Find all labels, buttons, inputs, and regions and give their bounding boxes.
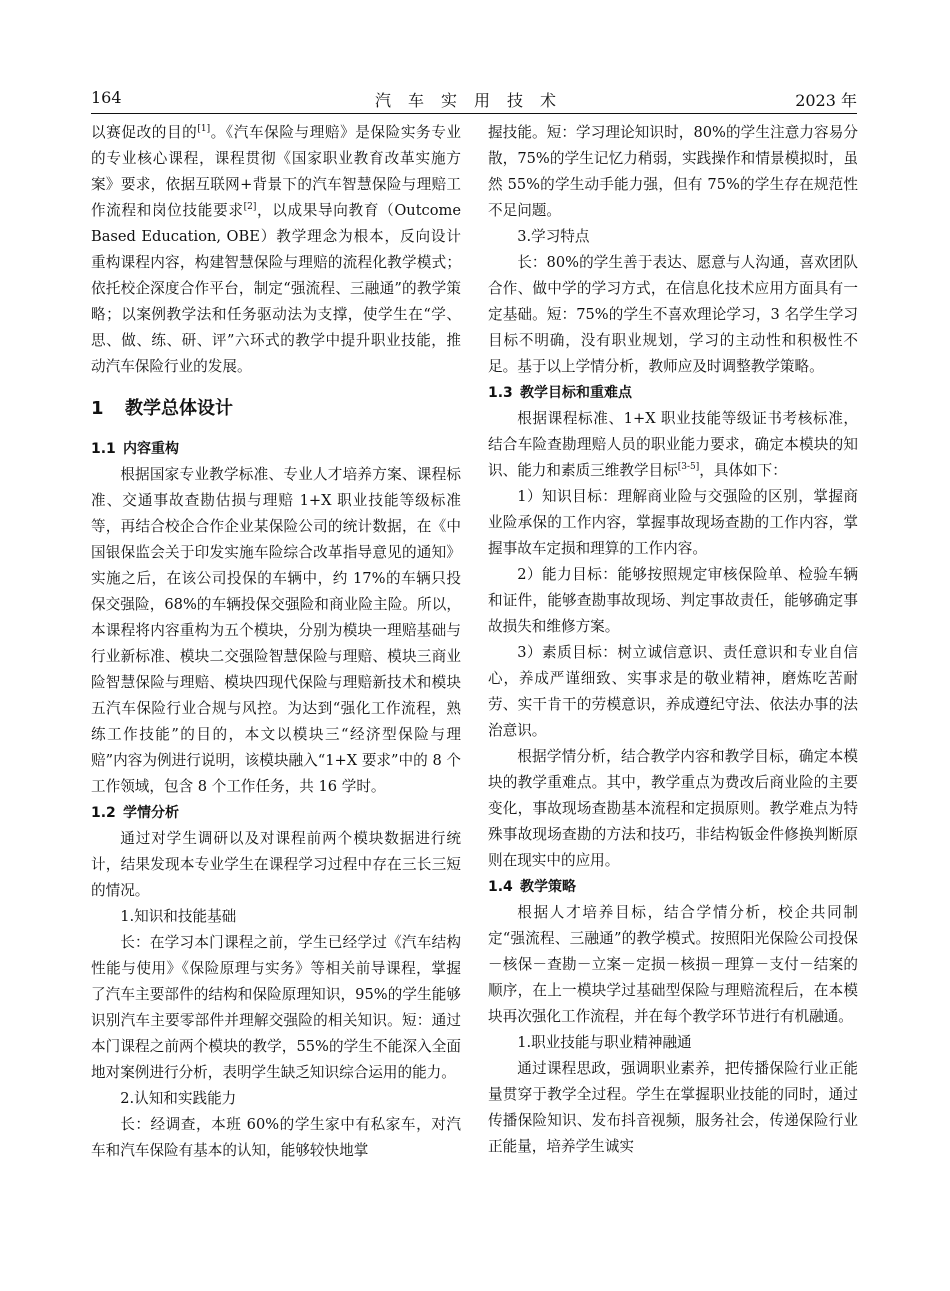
section-1-2-paragraph: 通过对学生调研以及对课程前两个模块数据进行统计，结果发现本专业学生在课程学习过程中存在三长三短的情况。	[91, 830, 461, 899]
intro-paragraph	[91, 120, 461, 380]
page-number: 164	[91, 88, 122, 107]
section-1-3-number: 1.3	[488, 385, 513, 401]
section-1-1-number: 1.1	[91, 441, 116, 457]
section-1-3-text-a: 根据课程标准、1+X 职业技能等级证书考核标准，结合车险查勘理赔人员的职业能力要求，确定本模块的知识、能力和素质三维教学目标	[488, 410, 858, 479]
subheading-skill-spirit: 1.职业技能与职业精神融通	[517, 1034, 692, 1051]
key-difficult-points-paragraph: 根据学情分析，结合教学内容和教学目标，确定本模块的教学重难点。其中，教学重点为费改后商业险的主要变化，事故现场查勘基本流程和定损原则。教学难点为特殊事故现场查勘的方法和技巧，非结构钣金件修换判断原则在现实中的应用。	[488, 748, 858, 869]
goal-knowledge: 1）知识目标：理解商业险与交强险的区别，掌握商业险承保的工作内容，掌握事故现场查勘的工作内容，掌握事故车定损和理算的工作内容。	[488, 488, 858, 557]
left-column	[91, 120, 461, 1164]
journal-title: 汽车实用技术	[374, 91, 573, 110]
citation-3-5: [3-5]	[677, 462, 700, 473]
intro-text-b: 。《汽车保险与理赔》是保险实务专业的专业核心课程，课程贯彻《国家职业教育改革实施方案》要求，依据互联网+背景下的汽车智慧保险与理赔工作流程和岗位技能要求	[91, 124, 461, 219]
section-1-2-heading	[91, 800, 461, 826]
citation-1: [1]	[197, 124, 211, 135]
section-1-number: 1	[91, 398, 104, 419]
section-1-heading	[91, 394, 461, 424]
skill-spirit-paragraph: 通过课程思政，强调职业素养，把传播保险行业正能量贯穿于教学全过程。学生在掌握职业技能的同时，通过传播保险知识、发布抖音视频，服务社会，传递保险行业正能量，培养学生诚实	[488, 1060, 858, 1155]
intro-text-c: ，以成果导向教育（Outcome Based Education, OBE）教学理念为根本，反向设计重构课程内容，构建智慧保险与理赔的流程化教学模式；依托校企深度合作平台，制定“强流程、三融通”的教学策略；以案例教学法和任务驱动法为支撑，使学生在“学、思、做、练、研、评”六环式的教学中提升职业技能，推动汽车保险行业的发展。	[91, 202, 461, 375]
right-column	[488, 120, 858, 1160]
learning-paragraph: 长：80%的学生善于表达、愿意与人沟通，喜欢团队合作、做中学的学习方式，在信息化技术应用方面具有一定基础。短：75%的学生不喜欢理论学习，3 名学生学习目标不明确，没有职业规划，学习的主动性和积极性不足。基于以上学情分析，教师应及时调整教学策略。	[488, 254, 858, 375]
goal-quality: 3）素质目标：树立诚信意识、责任意识和专业自信心，养成严谨细致、实事求是的敬业精神，磨炼吃苦耐劳、实干肯干的劳模意识，养成遵纪守法、依法办事的法治意识。	[488, 644, 858, 739]
journal-year: 2023 年	[795, 91, 857, 110]
subheading-learning: 3.学习特点	[517, 228, 590, 245]
section-1-4-paragraph: 根据人才培养目标，结合学情分析，校企共同制定“强流程、三融通”的教学模式。按照阳光保险公司投保－核保－查勘－立案－定损－核损－理算－支付－结案的顺序，在上一模块学过基础型保险与理赔流程后，在本模块再次强化工作流程，并在每个教学环节进行有机融通。	[488, 904, 858, 1025]
section-1-4-number: 1.4	[488, 879, 513, 895]
running-header	[91, 88, 857, 114]
section-1-2-number: 1.2	[91, 805, 116, 821]
practice-paragraph-end: 握技能。短：学习理论知识时，80%的学生注意力容易分散，75%的学生记忆力稍弱，实践操作和情景模拟时，虽然 55%的学生动手能力强，但有 75%的学生存在规范性不足问题。	[488, 124, 858, 219]
section-1-title: 教学总体设计	[125, 398, 233, 419]
header-rule	[91, 113, 857, 114]
subheading-practice: 2.认知和实践能力	[120, 1090, 237, 1107]
section-1-3-title: 教学目标和重难点	[520, 385, 632, 401]
section-1-4-heading	[488, 874, 858, 900]
section-1-3-paragraph	[488, 406, 858, 484]
section-1-4-title: 教学策略	[520, 879, 576, 895]
section-1-3-heading	[488, 380, 858, 406]
section-1-3-text-b: ，具体如下：	[699, 462, 787, 479]
goal-ability: 2）能力目标：能够按照规定审核保险单、检验车辆和证件，能够查勘事故现场、判定事故责任，能够确定事故损失和维修方案。	[488, 566, 858, 635]
section-1-1-paragraph: 根据国家专业教学标准、专业人才培养方案、课程标准、交通事故查勘估损与理赔 1+X 职业技能等级标准等，再结合校企合作企业某保险公司的统计数据，在《中国银保监会关于印发实施车险综合改革指导意见的通知》实施之后，在该公司投保的车辆中，约 17%的车辆只投保交强险，68%的车辆投保交强险和商业险主险。所以，本课程将内容重构为五个模块，分别为模块一理赔基础与行业新标准、模块二交强险智慧保险与理赔、模块三商业险智慧保险与理赔、模块四现代保险与理赔新技术和模块五汽车保险行业合规与风控。为达到“强化工作流程，熟练工作技能”的目的，本文以模块三“经济型保险与理赔”内容为例进行说明，该模块融入“1+X 要求”中的 8 个工作领域，包含 8 个工作任务，共 16 学时。	[91, 466, 461, 795]
section-1-1-heading	[91, 436, 461, 462]
intro-text-a: 以赛促改的目的	[91, 124, 198, 141]
knowledge-paragraph: 长：在学习本门课程之前，学生已经学过《汽车结构性能与使用》《保险原理与实务》等相关前导课程，掌握了汽车主要部件的结构和保险原理知识，95%的学生能够识别汽车主要零部件并理解交强险的相关知识。短：通过本门课程之前两个模块的教学，55%的学生不能深入全面地对案例进行分析，表明学生缺乏知识综合运用的能力。	[91, 934, 461, 1081]
section-1-1-title: 内容重构	[123, 441, 179, 457]
citation-2: [2]	[243, 202, 257, 213]
section-1-2-title: 学情分析	[123, 805, 179, 821]
subheading-knowledge: 1.知识和技能基础	[120, 908, 237, 925]
practice-paragraph-start: 长：经调查，本班 60%的学生家中有私家车，对汽车和汽车保险有基本的认知，能够较快地掌	[91, 1116, 461, 1159]
